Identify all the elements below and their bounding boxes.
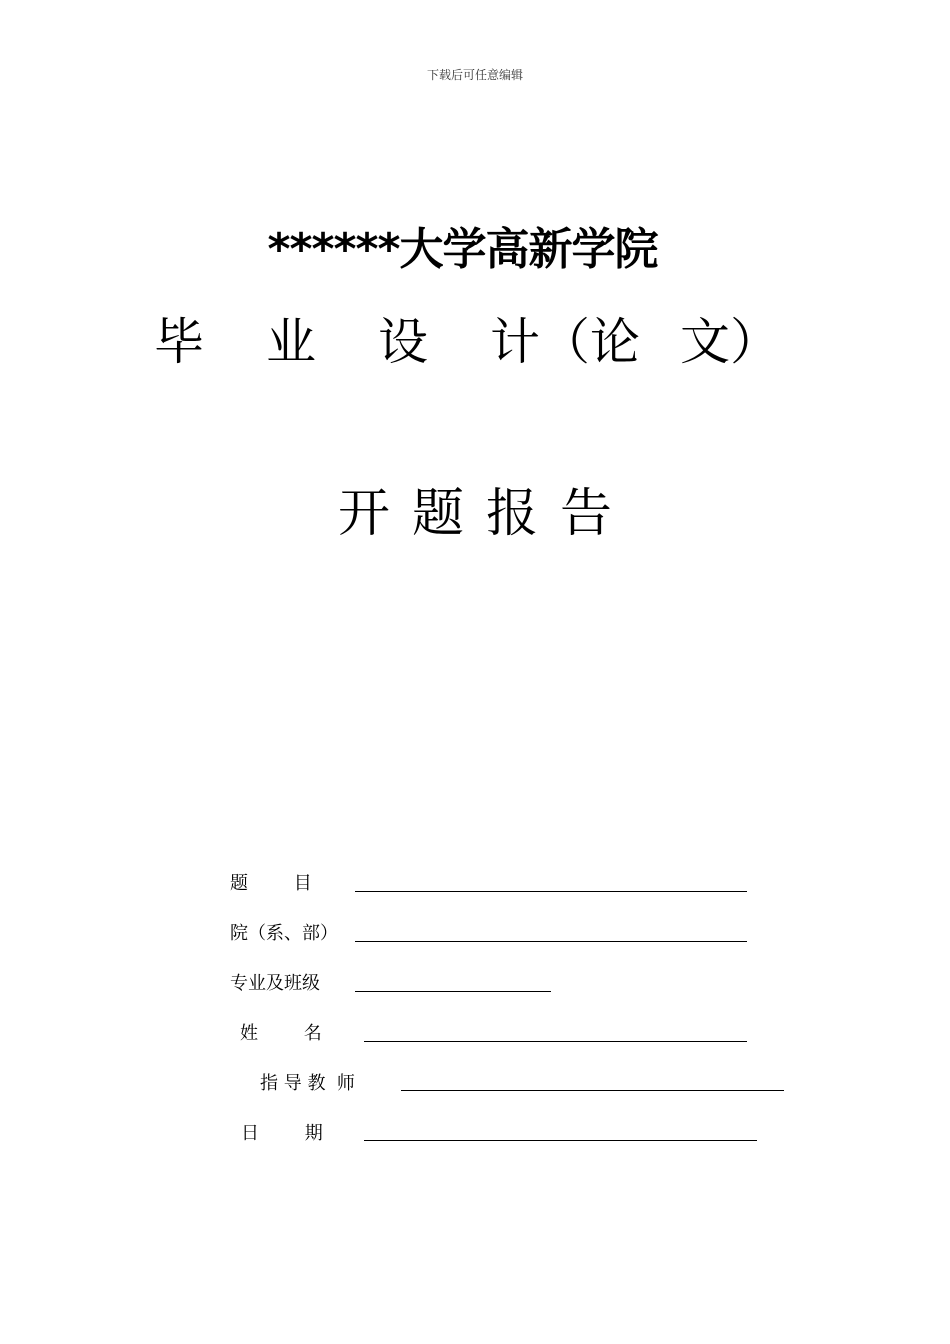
report-title: 开题报告 — [337, 484, 634, 544]
thesis-char-5: （论 — [540, 313, 640, 371]
date-label: 日 期 — [241, 1123, 323, 1144]
header-note: 下载后可任意编辑 — [426, 68, 523, 82]
advisor-field[interactable] — [401, 1090, 784, 1091]
name-field[interactable] — [364, 1041, 747, 1042]
name-label: 姓 名 — [240, 1023, 322, 1044]
title-label: 题 目 — [230, 873, 312, 894]
major-class-field[interactable] — [355, 991, 551, 992]
thesis-char-1: 毕 — [154, 313, 204, 371]
title-field[interactable] — [355, 891, 747, 892]
major-class-label: 专业及班级 — [230, 973, 320, 994]
advisor-label: 指 导 教 师 — [260, 1073, 355, 1094]
date-field[interactable] — [364, 1140, 757, 1141]
thesis-char-6: 文） — [680, 313, 780, 371]
thesis-char-2: 业 — [266, 313, 316, 371]
thesis-char-4: 计 — [490, 313, 540, 371]
department-label: 院（系、部） — [230, 923, 338, 944]
department-field[interactable] — [355, 941, 747, 942]
thesis-char-3: 设 — [378, 313, 428, 371]
thesis-heading — [154, 310, 794, 374]
school-name: ******大学高新学院 — [267, 224, 658, 275]
